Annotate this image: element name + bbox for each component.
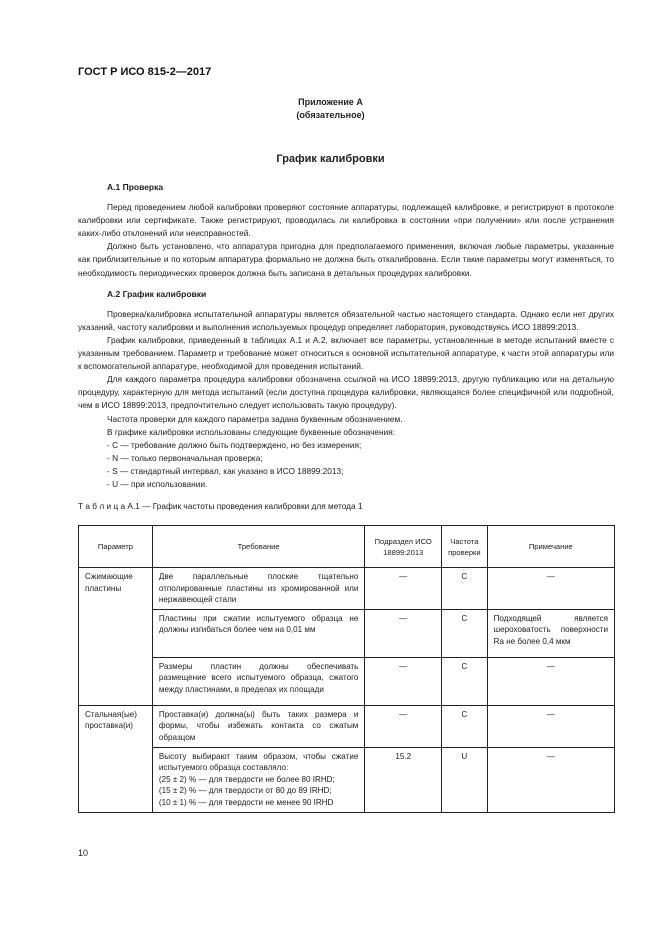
table-row: [79, 747, 615, 812]
section-heading: А.2 График калибровки: [107, 288, 207, 299]
subsection-cell: 15.2: [365, 747, 442, 812]
note-cell: —: [487, 747, 614, 812]
frequency-cell: U: [442, 747, 488, 812]
paragraph: Частота проверки для каждого параметра задана буквенным обозначением.: [107, 413, 403, 424]
requirement-cell: Размеры пластин должны обеспечивать размещение всего испытуемого образца, сжатого между пластинами, в пределах их площади: [152, 657, 364, 705]
calibration-table: [78, 525, 615, 813]
paragraph: Перед проведением любой калибровки проверяют состояние аппаратуры, подлежащей калибровке, и регистрируют в протоколе калибровки или сертификате. Также регистрируют, проводилась ли калибровка в состоянии «при получении» или после устранения каких-либо отклонений или неисправностей.: [78, 202, 614, 239]
requirement-cell: Пластины при сжатии испытуемого образца не должны изгибаться более чем на 0,01 мм: [152, 609, 364, 657]
subsection-cell: —: [365, 705, 442, 747]
appendix-note: (обязательное): [296, 110, 365, 120]
header-note: Примечание: [487, 526, 614, 568]
appendix-heading: [0, 96, 661, 122]
frequency-cell: С: [442, 568, 488, 610]
parameter-cell: Стальная(ые) проставка(и): [79, 705, 153, 812]
table-caption: Т а б л и ц а А.1 — График частоты проведения калибровки для метода 1: [78, 501, 363, 512]
header-parameter: Параметр: [79, 526, 153, 568]
list-item: - U — при использовании.: [107, 478, 208, 489]
page-title: График калибровки: [276, 153, 385, 165]
requirement-line: (10 ± 1) % — для твердости не менее 90 IRHD: [158, 797, 334, 807]
frequency-cell: С: [442, 609, 488, 657]
table-row: [79, 657, 615, 705]
list-item: - S — стандартный интервал, как указано в ИСО 18899:2013;: [107, 465, 344, 476]
requirement-text: Высоту выбирают таким образом, чтобы сжатие испытуемого образца составляло:: [158, 751, 359, 773]
table-row: [79, 705, 615, 747]
paragraph: Проверка/калибровка испытательной аппаратуры является обязательной частью настоящего стандарта. Однако если нет других указаний, частоту калибровки и выполнения используемых процедур определяет лаборатория, руководствуясь ИСО 18899:2013.: [78, 308, 614, 332]
note-cell: —: [487, 705, 614, 747]
document-header: ГОСТ Р ИСО 815-2—2017: [78, 66, 212, 78]
paragraph: Должно быть установлено, что аппаратура пригодна для предполагаемого применения, включая любые параметры, указанные как приблизительные и по которым аппаратура формально не должна быть откалибрована. Если такие параметры могут изменяться, то необходимость периодических проверок должна быть записана в детальных процедурах калибровки.: [78, 241, 614, 278]
paragraph: В графике калибровки использованы следующие буквенные обозначения:: [107, 426, 396, 437]
frequency-cell: С: [442, 705, 488, 747]
note-cell: —: [487, 657, 614, 705]
frequency-cell: С: [442, 657, 488, 705]
requirement-line: (15 ± 2) % — для твердости от 80 до 89 IRHD;: [158, 786, 332, 796]
requirement-line: (25 ± 2) % — для твердости не более 80 IRHD;: [158, 774, 335, 784]
page-number: 10: [78, 848, 89, 858]
subsection-cell: —: [365, 609, 442, 657]
table-header-row: [79, 526, 615, 568]
parameter-cell: Сжимающие пластины: [79, 568, 153, 706]
paragraph: График калибровки, приведенный в таблицах А.1 и А.2, включает все параметры, установленные в методе испытаний вместе с указанным требованием. Параметр и требование может относиться к основной испытательной аппаратуре, к части этой аппаратуры или к вспомогательной аппаратуре, необходимой для проведения испытаний.: [78, 334, 614, 372]
header-frequency: Частота проверки: [442, 526, 488, 568]
requirement-cell: [152, 747, 364, 812]
list-item: - С — требование должно быть подтверждено, но без измерения;: [107, 439, 362, 450]
requirement-cell: Проставка(и) должна(ы) быть таких размера и формы, чтобы избежать контакта со сжатым образцом: [152, 705, 364, 747]
paragraph: Для каждого параметра процедура калибровки обозначена ссылкой на ИСО 18899:2013, другую публикацию или на детальную процедуру, характерную для метода испытаний (если доступна процедура калибровки, являющаяся более специфичной или подробной, чем в ИСО 18899:2013, предпочтительно следует использовать такую процедуру).: [78, 374, 614, 411]
header-requirement: Требование: [152, 526, 364, 568]
body-text: [78, 181, 614, 513]
appendix-title: Приложение А: [298, 97, 363, 107]
table-row: [79, 568, 615, 610]
table-row: [79, 609, 615, 657]
subsection-cell: —: [365, 657, 442, 705]
header-subsection: Подраздел ИСО 18899:2013: [365, 526, 442, 568]
requirement-cell: Две параллельные плоские тщательно отполированные пластины из хромированной или нержавеющей стали: [152, 568, 364, 610]
subsection-cell: —: [365, 568, 442, 610]
section-heading: А.1 Проверка: [107, 182, 164, 192]
note-cell: —: [487, 568, 614, 610]
list-item: - N — только первоначальная проверка;: [107, 452, 263, 463]
note-cell: Подходящей является шероховатость поверхности Ra не более 0,4 мкм: [487, 609, 614, 657]
